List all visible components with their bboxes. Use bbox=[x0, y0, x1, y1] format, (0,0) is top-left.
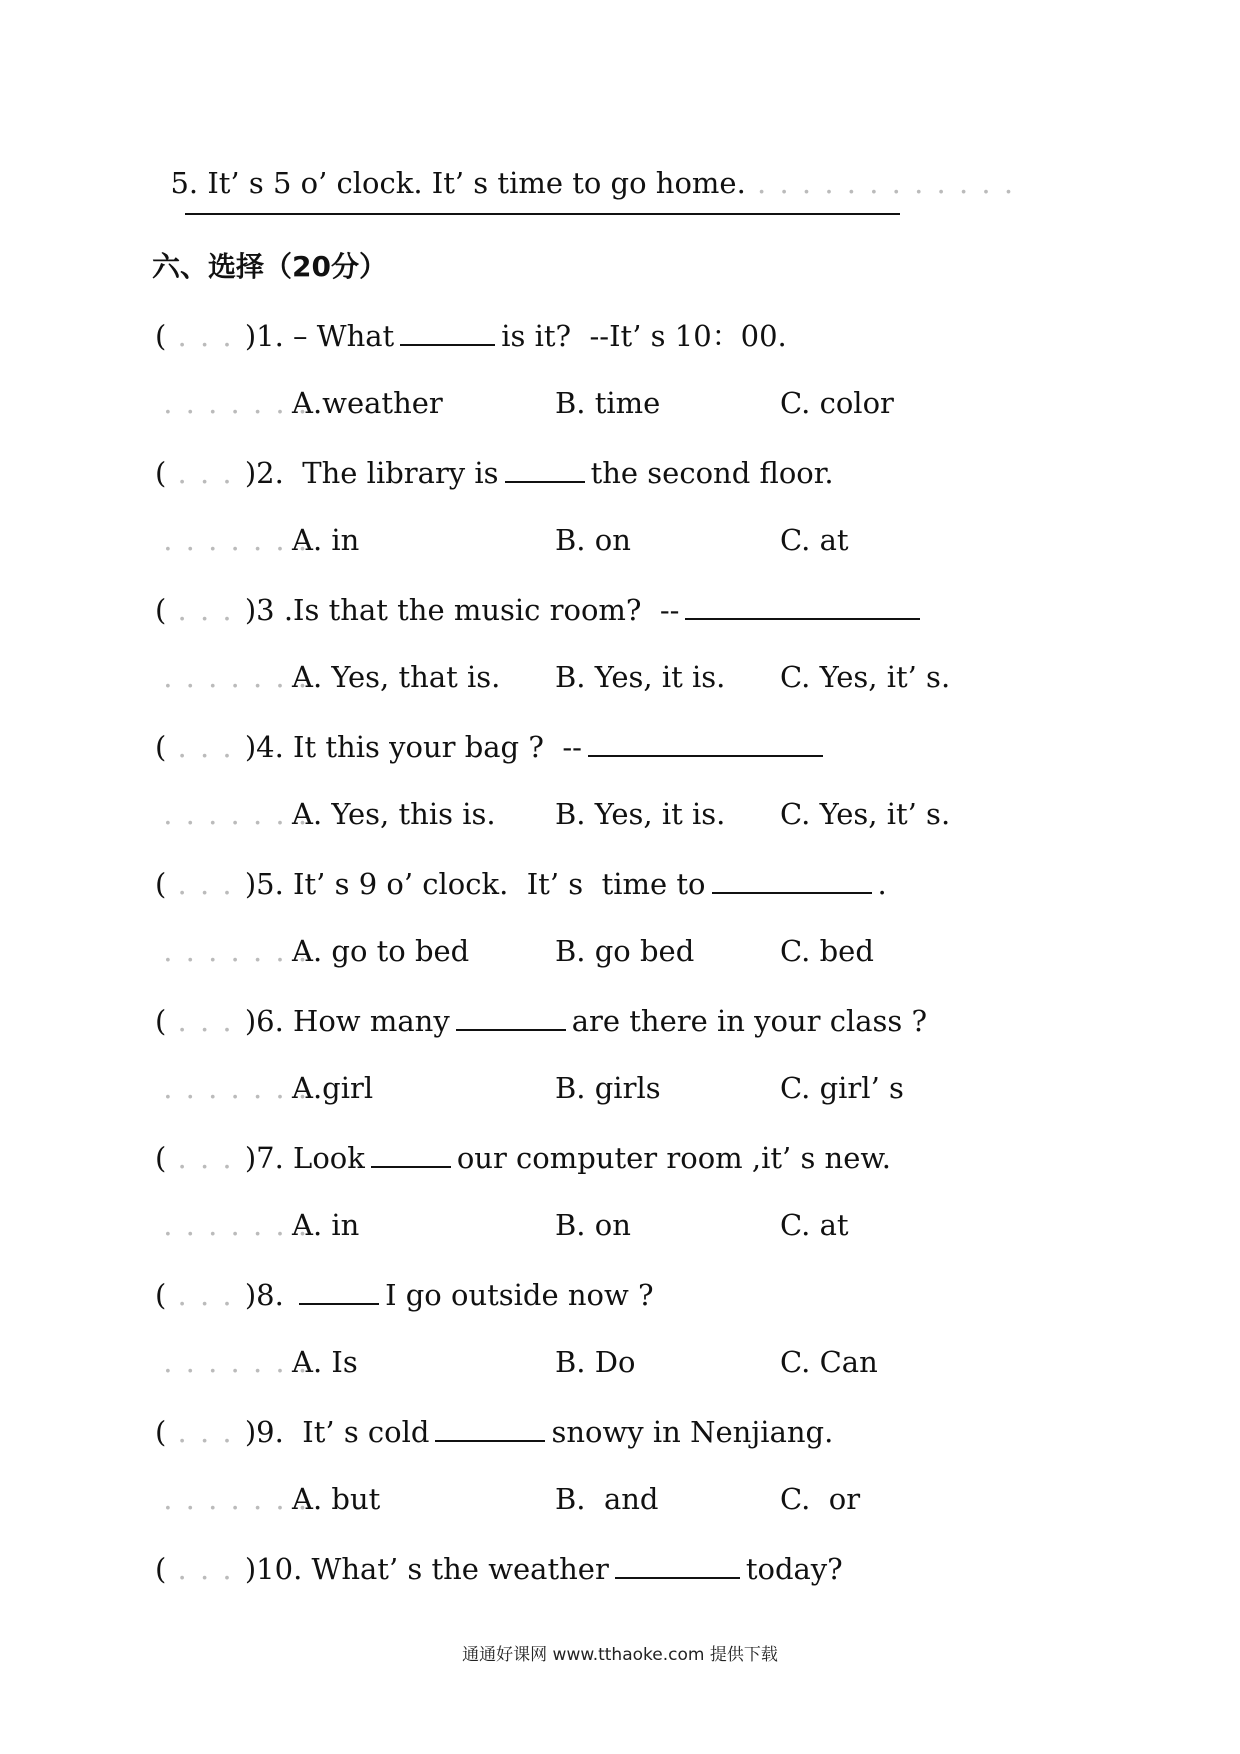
question-stem-end: . bbox=[877, 867, 887, 901]
fill-blank[interactable] bbox=[685, 592, 920, 620]
option-b[interactable]: B. on bbox=[555, 523, 631, 557]
paren-dots: . . . bbox=[166, 1552, 245, 1586]
section-heading: 六、选择（20分） bbox=[152, 250, 387, 283]
question-stem-start: The library is bbox=[283, 456, 499, 490]
option-a[interactable]: A. in bbox=[292, 523, 360, 557]
option-a[interactable]: A. Is bbox=[292, 1345, 358, 1379]
option-dots: . . . . . . . bbox=[152, 1071, 310, 1105]
question-number: )5. bbox=[244, 867, 284, 901]
answer-paren[interactable]: ( bbox=[155, 593, 167, 627]
option-dots: . . . . . . . bbox=[152, 1208, 310, 1242]
question-number: )7. bbox=[244, 1141, 284, 1175]
question-stem-start bbox=[284, 1278, 293, 1312]
question-stem-end: today? bbox=[745, 1552, 843, 1586]
question-number: )6. bbox=[244, 1004, 284, 1038]
option-dots: . . . . . . . bbox=[152, 1345, 310, 1379]
question-stem-end: I go outside now ? bbox=[385, 1278, 654, 1312]
option-b[interactable]: B. Do bbox=[555, 1345, 636, 1379]
answer-paren[interactable]: ( bbox=[155, 1415, 167, 1449]
question-number: )1. bbox=[244, 319, 284, 353]
answer-paren[interactable]: ( bbox=[155, 867, 167, 901]
question-stem-start: .Is that the music room? -- bbox=[274, 593, 680, 627]
question-stem-start: It’ s 9 o’ clock. It’ s time to bbox=[283, 867, 706, 901]
option-b[interactable]: B. and bbox=[555, 1482, 659, 1516]
fill-blank[interactable] bbox=[456, 1003, 566, 1031]
answer-line[interactable] bbox=[185, 213, 900, 215]
option-a[interactable]: A. in bbox=[292, 1208, 360, 1242]
answer-paren[interactable]: ( bbox=[155, 1004, 167, 1038]
question-stem-start: It’ s cold bbox=[283, 1415, 430, 1449]
option-dots: . . . . . . . bbox=[152, 1482, 310, 1516]
question-stem-end: the second floor. bbox=[590, 456, 834, 490]
option-dots: . . . . . . . bbox=[152, 386, 310, 420]
paren-dots: . . . bbox=[166, 456, 245, 490]
option-b[interactable]: B. time bbox=[555, 386, 661, 420]
paren-dots: . . . bbox=[166, 593, 245, 627]
question-number: )3 bbox=[244, 593, 275, 627]
question-stem-end: snowy in Nenjiang. bbox=[551, 1415, 834, 1449]
option-c[interactable]: C. at bbox=[780, 1208, 849, 1242]
question-stem-end: our computer room ,it’ s new. bbox=[456, 1141, 891, 1175]
option-dots: . . . . . . . bbox=[152, 934, 310, 968]
question-5 bbox=[155, 866, 887, 901]
paren-dots: . . . bbox=[166, 1004, 245, 1038]
question-9 bbox=[155, 1414, 833, 1449]
translate-item-5: 5. It’ s 5 o’ clock. It’ s time to go home. . . . . . . . . . . . . bbox=[170, 166, 1016, 200]
option-b[interactable]: B. on bbox=[555, 1208, 631, 1242]
answer-paren[interactable]: ( bbox=[155, 456, 167, 490]
question-stem-start: Look bbox=[283, 1141, 365, 1175]
question-2 bbox=[155, 455, 834, 490]
question-1 bbox=[155, 318, 787, 353]
option-c[interactable]: C. girl’ s bbox=[780, 1071, 904, 1105]
question-number: )9. bbox=[244, 1415, 284, 1449]
question-stem-start: It this your bag ? -- bbox=[283, 730, 582, 764]
answer-paren[interactable]: ( bbox=[155, 1278, 167, 1312]
option-dots: . . . . . . . bbox=[152, 660, 310, 694]
question-10 bbox=[155, 1551, 843, 1586]
fill-blank[interactable] bbox=[505, 455, 585, 483]
question-4 bbox=[155, 729, 829, 764]
option-b[interactable]: B. Yes, it is. bbox=[555, 660, 726, 694]
fill-blank[interactable] bbox=[371, 1140, 451, 1168]
paren-dots: . . . bbox=[166, 1141, 245, 1175]
answer-paren[interactable]: ( bbox=[155, 319, 167, 353]
paren-dots: . . . bbox=[166, 730, 245, 764]
question-number: )8. bbox=[244, 1278, 284, 1312]
question-stem-end: is it? --It’ s 10：00. bbox=[501, 319, 787, 353]
option-c[interactable]: C. at bbox=[780, 523, 849, 557]
question-6 bbox=[155, 1003, 927, 1038]
fill-blank[interactable] bbox=[299, 1277, 379, 1305]
question-stem-start: How many bbox=[283, 1004, 450, 1038]
question-stem-start: – What bbox=[283, 319, 395, 353]
fill-blank[interactable] bbox=[712, 866, 872, 894]
answer-paren[interactable]: ( bbox=[155, 1141, 167, 1175]
option-a[interactable]: A. Yes, that is. bbox=[292, 660, 501, 694]
fill-blank[interactable] bbox=[588, 729, 823, 757]
question-7 bbox=[155, 1140, 891, 1175]
question-number: )4. bbox=[244, 730, 284, 764]
fill-blank[interactable] bbox=[400, 318, 495, 346]
option-a[interactable]: A. Yes, this is. bbox=[292, 797, 496, 831]
answer-paren[interactable]: ( bbox=[155, 1552, 167, 1586]
paren-dots: . . . bbox=[166, 867, 245, 901]
question-stem-start: What’ s the weather bbox=[302, 1552, 609, 1586]
question-3 bbox=[155, 592, 926, 627]
option-c[interactable]: C. or bbox=[780, 1482, 861, 1516]
option-b[interactable]: B. girls bbox=[555, 1071, 661, 1105]
option-c[interactable]: C. Can bbox=[780, 1345, 878, 1379]
question-stem-end: are there in your class ? bbox=[571, 1004, 928, 1038]
question-number: )2. bbox=[244, 456, 284, 490]
translate-item-text: 5. It’ s 5 o’ clock. It’ s time to go home. bbox=[170, 166, 746, 200]
paren-dots: . . . bbox=[166, 1415, 245, 1449]
option-c[interactable]: C. Yes, it’ s. bbox=[780, 797, 951, 831]
option-b[interactable]: B. go bed bbox=[555, 934, 695, 968]
option-b[interactable]: B. Yes, it is. bbox=[555, 797, 726, 831]
paren-dots: . . . bbox=[166, 1278, 245, 1312]
answer-paren[interactable]: ( bbox=[155, 730, 167, 764]
option-dots: . . . . . . . bbox=[152, 797, 310, 831]
option-a[interactable]: A.girl bbox=[292, 1071, 374, 1105]
option-c[interactable]: C. Yes, it’ s. bbox=[780, 660, 951, 694]
footer-credit: 通通好课网 www.tthaoke.com 提供下载 bbox=[462, 1645, 778, 1665]
option-c[interactable]: C. bed bbox=[780, 934, 874, 968]
question-8 bbox=[155, 1277, 654, 1312]
fill-blank[interactable] bbox=[435, 1414, 545, 1442]
option-a[interactable]: A.weather bbox=[292, 386, 443, 420]
paren-dots: . . . bbox=[166, 319, 245, 353]
fill-blank[interactable] bbox=[615, 1551, 740, 1579]
question-number: )10. bbox=[244, 1552, 303, 1586]
option-c[interactable]: C. color bbox=[780, 386, 894, 420]
option-dots: . . . . . . . bbox=[152, 523, 310, 557]
option-a[interactable]: A. but bbox=[292, 1482, 381, 1516]
option-a[interactable]: A. go to bed bbox=[292, 934, 470, 968]
